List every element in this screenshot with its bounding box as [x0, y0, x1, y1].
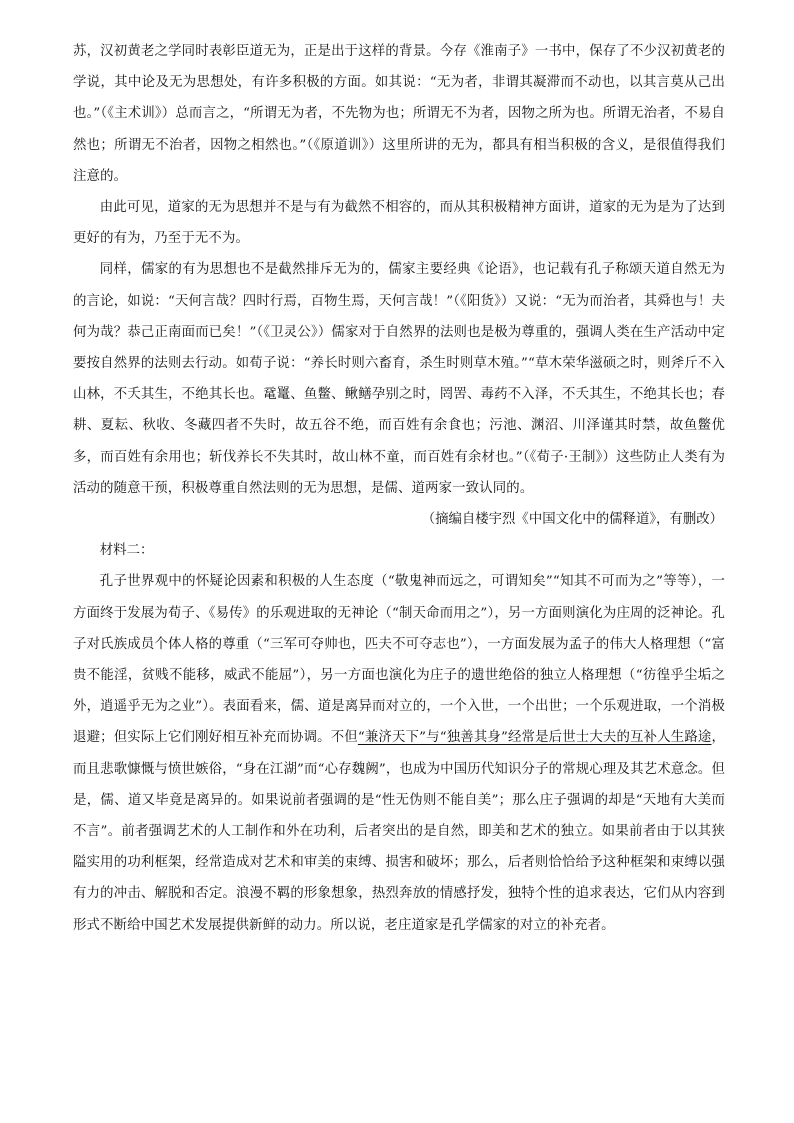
text-after-underline: ，而且悲歌慷慨与愤世嫉俗，“身在江湖”而“心存魏阙”，也成为中国历代知识分子的常规心理及其艺术意念。但是，儒、道又毕竟是离异的。如果说前者强调的是“性无伪则不能自美”；那么庄子强调的却是“天地有大美而不言”。前者强调艺术的人工制作和外在功利，后者突出的是自然，即美和艺术的独立。如果前者由于以其狭隘实用的功利框架，经常造成对艺术和审美的束缚、损害和破坏；那么，后者则恰恰给予这种框架和束缚以强有力的冲击、解脱和否定。浪漫不羁的形象想象，热烈奔放的情感抒发，独特个性的追求表达，它们从内容到形式不断给中国艺术发展提供新鲜的动力。所以说，老庄道家是孔学儒家的对立的补充者。	[73, 730, 725, 933]
source-citation: （摘编自楼宇烈《中国文化中的儒释道》，有删改）	[421, 512, 723, 528]
paragraph-daoist-wuwei: 由此可见，道家的无为思想并不是与有为截然不相容的，而从其积极精神方面讲，道家的无为是为了达到更好的有为，乃至于无不为。	[73, 200, 725, 247]
underlined-sentence: “兼济天下”与“独善其身”经常是后世士大夫的互补人生路途	[357, 730, 712, 746]
paragraph-confucian-youwei: 同样，儒家的有为思想也不是截然排斥无为的，儒家主要经典《论语》，也记载有孔子称颂天道自然无为的言论，如说：“天何言哉？四时行焉，百物生焉，天何言哉！”（《阳货》）又说：“无为而治者，其舜也与！夫何为哉？恭己正南面而已矣！”（《卫灵公》）儒家对于自然界的法则也是极为尊重的，强调人类在生产活动中定要按自然界的法则去行动。如荀子说：“养长时则六畜育，杀生时则草木殖。”“草木荣华滋硕之时，则斧斤不入山林，不夭其生，不绝其长也。鼋鼍、鱼鳖、鳅鳝孕别之时，罔罟、毒药不入泽，不夭其生，不绝其长也；春耕、夏耘、秋收、冬藏四者不失时，故五谷不绝，而百姓有余食也；污池、渊沼、川泽谨其时禁，故鱼鳖优多，而百姓有余用也；斩伐养长不失其时，故山林不童，而百姓有余材也。”（《荀子·王制》）这些防止人类有为活动的随意干预，积极尊重自然法则的无为思想，是儒、道两家一致认同的。	[73, 262, 725, 496]
material-two-label: 材料二：	[99, 543, 154, 559]
paragraph-continuation: 苏，汉初黄老之学同时表彰臣道无为，正是出于这样的背景。今存《淮南子》一书中，保存了不少汉初黄老的学说，其中论及无为思想处，有许多积极的方面。如其说：“无为者，非谓其凝滞而不动也，以其言莫从己出也。”（《主术训》）总而言之，“所谓无为者，不先物为也；所谓无不为者，因物之所为也。所谓无治者，不易自然也；所谓无不治者，因物之相然也。”（《原道训》）这里所讲的无为，都具有相当积极的含义，是很值得我们注意的。	[73, 44, 725, 184]
document-page	[73, 36, 725, 941]
text-before-underline: 孔子世界观中的怀疑论因素和积极的人生态度（“敬鬼神而远之，可谓知矣”“知其不可而为之”等等），一方面终于发展为荀子、《易传》的乐观进取的无神论（“制天命而用之”），另一方面则演化为庄周的泛神论。孔子对氏族成员个体人格的尊重（“三军可夺帅也，匹夫不可夺志也”），一方面发展为孟子的伟大人格理想（“富贵不能淫，贫贱不能移，威武不能屈”），另一方面也演化为庄子的遗世绝俗的独立人格理想（“彷徨乎尘垢之外，逍遥乎无为之业”）。表面看来，儒、道是离异而对立的，一个入世，一个出世；一个乐观进取，一个消极退避；但实际上它们刚好相互补充而协调。不但	[73, 574, 725, 746]
paragraph-material-two	[73, 566, 725, 940]
